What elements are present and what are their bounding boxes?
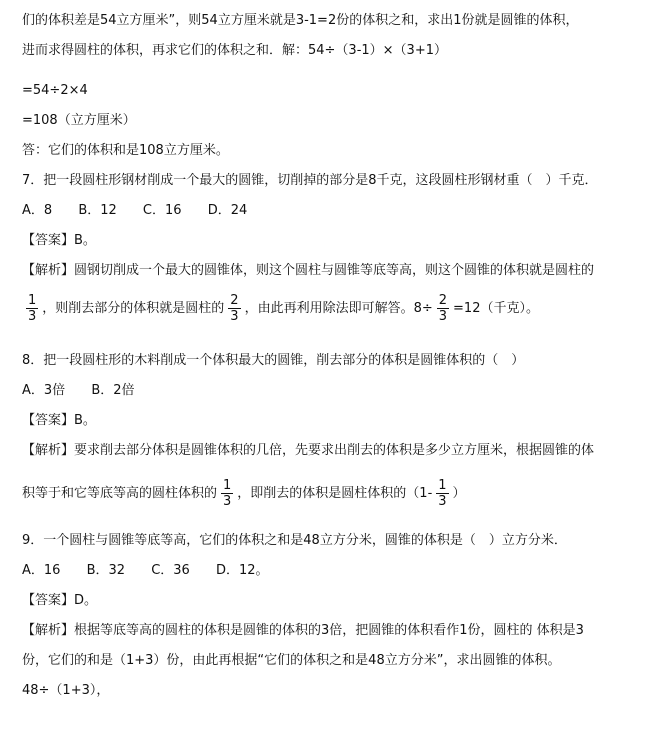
calculation-line: 48÷（1+3），	[22, 683, 110, 698]
option-a: A．8	[22, 203, 53, 218]
explanation-7-line-2: $\frac{1}{3}$ ，则削去部分的体积就是圆柱的 $\frac{2}{3}$ ，由此再利用除法即可解答。8÷ $\frac{2}{3}$ =12（千克）。	[28, 293, 539, 324]
explanation-7-line-1: 【解析】圆钢切削成一个最大的圆锥体，则这个圆柱与圆锥等底等高，则这个圆锥的体积就是圆柱的	[22, 263, 595, 278]
option-c: C．36	[151, 563, 190, 578]
fraction: $\frac{1}{3}$	[223, 478, 232, 509]
option-b: B．2倍	[91, 383, 135, 398]
question-8: 8．把一段圆柱形的木料削成一个体积最大的圆锥，削去部分的体积是圆锥体积的（ ）	[22, 353, 525, 368]
text-line: 们的体积差是54立方厘米”，则54立方厘米就是3-1=2份的体积之和，求出1份就是圆锥的体积，	[22, 13, 579, 28]
text-line: 答：它们的体积和是108立方厘米。	[22, 143, 229, 158]
answer-9: 【答案】D。	[22, 593, 98, 608]
option-b: B．32	[86, 563, 126, 578]
option-a: A．16	[22, 563, 61, 578]
option-d: D．24	[207, 203, 248, 218]
answer-7: 【答案】B。	[22, 233, 96, 248]
explanation-8-line-1: 【解析】要求削去部分体积是圆锥体积的几倍，先要求出削去的体积是多少立方厘米，根据圆锥的体	[22, 443, 595, 458]
question-7: 7．把一段圆柱形钢材削成一个最大的圆锥，切削掉的部分是8千克，这段圆柱形钢材重（ ）千克．	[22, 173, 598, 188]
fraction: $\frac{1}{3}$	[438, 478, 447, 509]
fraction: $\frac{1}{3}$	[28, 293, 37, 324]
question-9-options	[22, 562, 291, 580]
explanation-9-line-2: 份，它们的和是（1+3）份，由此再根据“它们的体积之和是48立方分米”，求出圆锥的体积。	[22, 653, 561, 668]
explanation-8-line-2: 积等于和它等底等高的圆柱体积的 $\frac{1}{3}$ ，即削去的体积是圆柱体积的（1- $\frac{1}{3}$ ）	[22, 478, 466, 509]
fraction: $\frac{2}{3}$	[230, 293, 239, 324]
answer-8: 【答案】B。	[22, 413, 96, 428]
question-9: 9．一个圆柱与圆锥等底等高，它们的体积之和是48立方分米，圆锥的体积是（ ）立方分米．	[22, 533, 567, 548]
question-8-options	[22, 382, 157, 400]
question-7-options	[22, 202, 269, 220]
option-a: A．3倍	[22, 383, 66, 398]
option-b: B．12	[78, 203, 117, 218]
text-line: 进而求得圆柱的体积，再求它们的体积之和．解：54÷（3-1）×（3+1）	[22, 43, 447, 58]
text-line: =54÷2×4	[22, 83, 88, 98]
option-d: D．12。	[215, 563, 269, 578]
option-c: C．16	[142, 203, 182, 218]
explanation-9-line-1: 【解析】根据等底等高的圆柱的体积是圆锥的体积的3倍，把圆锥的体积看作1份，圆柱的 体积是3	[22, 623, 584, 638]
fraction: $\frac{2}{3}$	[438, 293, 448, 324]
text-line: =108（立方厘米）	[22, 113, 136, 128]
